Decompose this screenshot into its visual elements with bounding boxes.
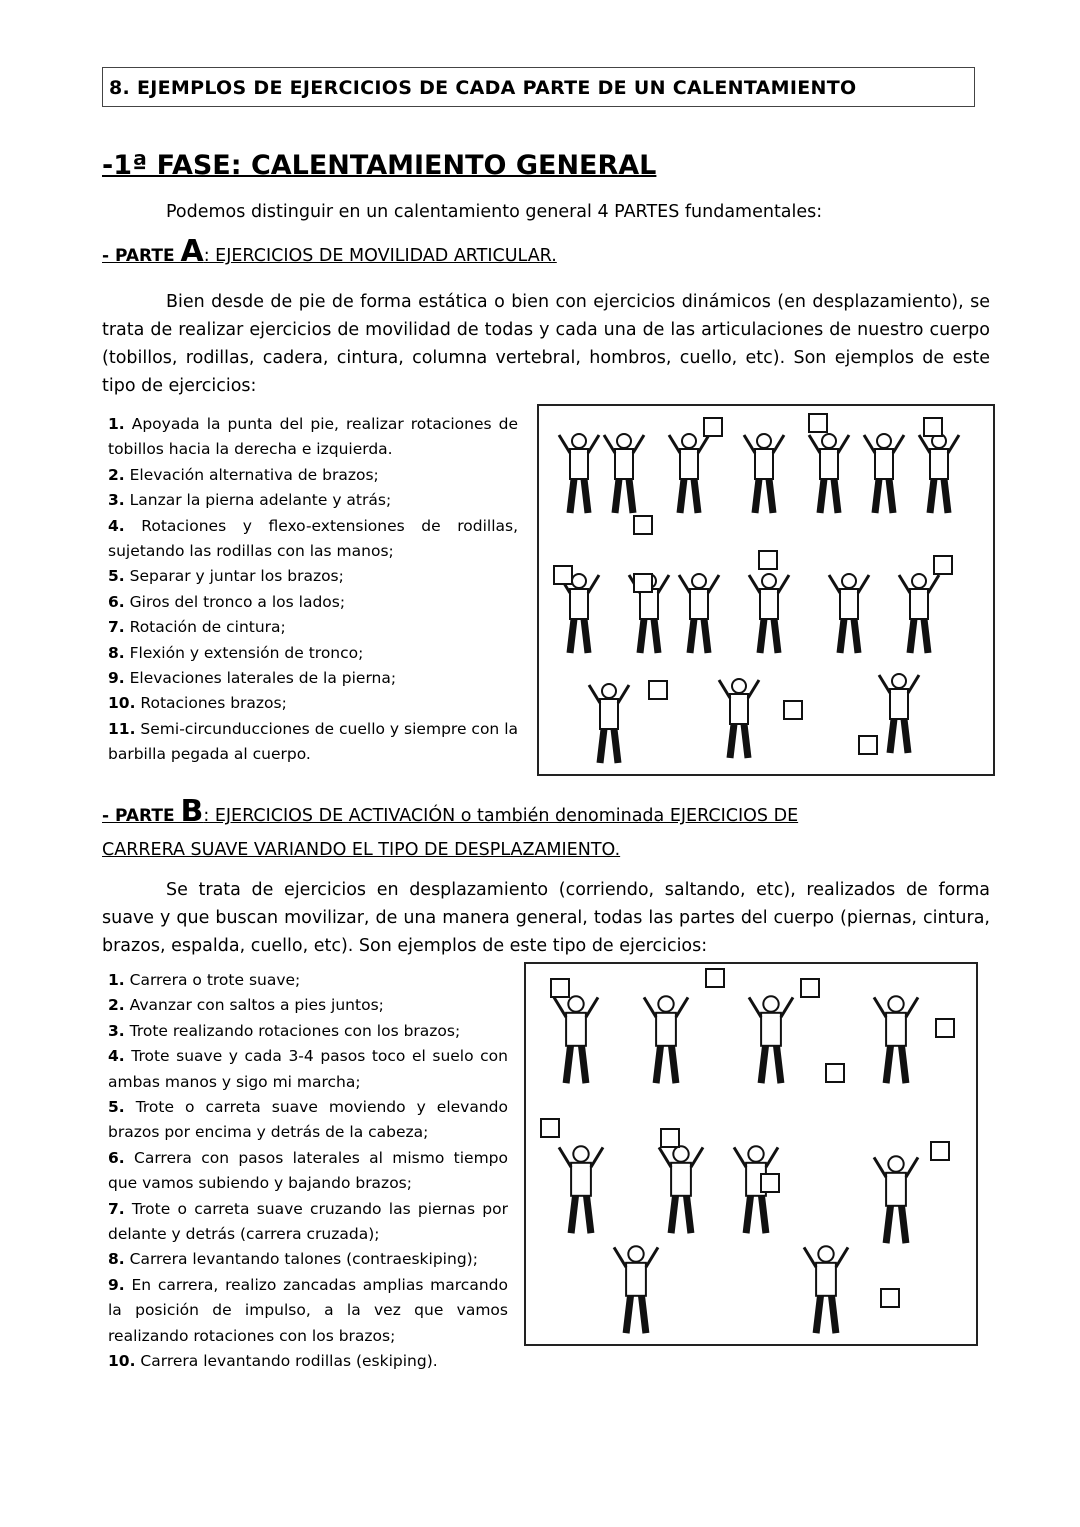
person-figure xyxy=(829,574,869,653)
exercise-item xyxy=(108,641,518,666)
parte-a-prefix: - PARTE xyxy=(102,246,181,266)
checkbox-square xyxy=(826,1064,844,1082)
item-text: Carrera levantando talones (contraeskiping); xyxy=(129,1250,478,1269)
item-number: 2. xyxy=(108,996,125,1015)
item-number: 1. xyxy=(108,415,125,433)
checkbox-square xyxy=(859,736,877,754)
checkbox-square xyxy=(801,979,819,997)
exercise-item xyxy=(108,968,508,993)
person-figure xyxy=(604,434,644,513)
item-text: Flexión y extensión de tronco; xyxy=(129,643,364,662)
parte-b-letter: B xyxy=(180,794,204,829)
person-figure xyxy=(559,434,599,513)
person-figure xyxy=(899,574,939,653)
item-number: 6. xyxy=(108,1148,125,1167)
item-text: Separar y juntar los brazos; xyxy=(129,567,344,586)
exercise-item xyxy=(108,564,518,589)
exercise-item xyxy=(108,1095,508,1146)
parte-b-title: : EJERCICIOS DE ACTIVACIÓN o también denominada EJERCICIOS DE xyxy=(203,806,799,826)
exercise-item xyxy=(108,1146,508,1197)
item-number: 10. xyxy=(108,694,136,713)
checkbox-square xyxy=(551,979,569,997)
checkbox-square xyxy=(759,551,777,569)
item-text: Giros del tronco a los lados; xyxy=(129,592,346,611)
checkbox-square xyxy=(649,681,667,699)
exercise-item xyxy=(108,717,518,768)
item-text: Carrera con pasos laterales al mismo tiempo que vamos subiendo y bajando brazos; xyxy=(108,1148,508,1193)
exercise-item xyxy=(108,1247,508,1272)
item-number: 4. xyxy=(108,1047,125,1066)
item-number: 8. xyxy=(108,643,125,662)
person-figure xyxy=(614,1246,658,1333)
exercise-item xyxy=(108,1044,508,1095)
parte-a-heading xyxy=(102,234,557,269)
checkbox-square xyxy=(809,414,827,432)
person-figure xyxy=(669,434,709,513)
item-text: Trote o carreta suave cruzando las piernas por delante y detrás (carrera cruzada); xyxy=(108,1199,508,1244)
person-figure xyxy=(749,574,789,653)
item-text: Avanzar con saltos a pies juntos; xyxy=(129,996,384,1015)
item-text: Trote suave y cada 3-4 pasos toco el suelo con ambas manos y sigo mi marcha; xyxy=(108,1047,508,1091)
item-number: 10. xyxy=(108,1352,136,1371)
exercise-item xyxy=(108,993,508,1018)
exercise-item xyxy=(108,514,518,565)
item-number: 3. xyxy=(108,491,125,510)
exercise-item xyxy=(108,1273,508,1349)
item-text: Rotaciones brazos; xyxy=(140,694,287,713)
checkbox-square xyxy=(706,969,724,987)
checkbox-square xyxy=(924,418,942,436)
parte-a-exercise-list xyxy=(108,412,518,768)
item-number: 4. xyxy=(108,516,125,535)
person-figure xyxy=(749,996,793,1083)
checkbox-square xyxy=(704,418,722,436)
checkbox-square xyxy=(784,701,802,719)
person-figure xyxy=(804,1246,848,1333)
person-figure xyxy=(874,1156,918,1243)
item-number: 11. xyxy=(108,719,136,738)
person-figure xyxy=(879,674,919,753)
item-number: 2. xyxy=(108,465,125,484)
person-figure xyxy=(719,679,759,758)
exercise-item xyxy=(108,615,518,640)
person-figure xyxy=(744,434,784,513)
item-number: 1. xyxy=(108,971,125,989)
exercise-item xyxy=(108,590,518,615)
parte-b-heading xyxy=(102,794,799,829)
checkbox-square xyxy=(634,516,652,534)
item-number: 7. xyxy=(108,1199,125,1218)
exercise-item xyxy=(108,1349,508,1374)
item-number: 6. xyxy=(108,592,125,611)
item-number: 7. xyxy=(108,618,125,637)
item-number: 5. xyxy=(108,567,125,586)
parte-a-paragraph: Bien desde de pie de forma estática o bien con ejercicios dinámicos (en desplazamiento), se trata de realizar ejercicios de movilidad de todas y cada una de las articulaciones de nuestro cuerpo (tobillos, rodillas, cadera, cintura, columna vertebral, hombros, cuello, etc). Son ejemplos de este tipo de ejercicios: xyxy=(102,292,990,396)
item-number: 9. xyxy=(108,669,125,688)
exercise-item xyxy=(108,488,518,513)
checkbox-square xyxy=(541,1119,559,1137)
person-figure xyxy=(659,1146,703,1233)
person-figure xyxy=(589,684,629,763)
parte-a-illustration xyxy=(537,404,995,776)
exercise-item xyxy=(108,691,518,716)
exercise-item xyxy=(108,463,518,488)
item-text: Trote realizando rotaciones con los brazos; xyxy=(129,1021,461,1040)
checkbox-square xyxy=(881,1289,899,1307)
item-text: Rotación de cintura; xyxy=(129,618,286,637)
item-number: 8. xyxy=(108,1250,125,1269)
running-figures-image xyxy=(526,964,976,1344)
checkbox-square xyxy=(661,1129,679,1147)
person-figure xyxy=(554,996,598,1083)
item-text: Elevación alternativa de brazos; xyxy=(129,465,379,484)
exercise-figures-image xyxy=(539,406,993,774)
checkbox-square xyxy=(554,566,572,584)
item-text: En carrera, realizo zancadas amplias marcando la posición de impulso, a la vez que vamos realizando rotaciones con los brazos; xyxy=(108,1275,508,1345)
item-text: Semi-circunducciones de cuello y siempre con la barbilla pegada al cuerpo. xyxy=(108,719,518,764)
item-text: Rotaciones y flexo-extensiones de rodillas, sujetando las rodillas con las manos; xyxy=(108,516,518,561)
intro-text: Podemos distinguir en un calentamiento general 4 PARTES fundamentales: xyxy=(166,202,823,222)
exercise-item xyxy=(108,666,518,691)
phase-title: -1ª FASE: CALENTAMIENTO GENERAL xyxy=(102,150,657,181)
section-header: 8. EJEMPLOS DE EJERCICIOS DE CADA PARTE DE UN CALENTAMIENTO xyxy=(102,67,975,107)
parte-b-exercise-list xyxy=(108,968,508,1375)
item-text: Carrera o trote suave; xyxy=(129,971,301,989)
person-figure xyxy=(809,434,849,513)
parte-b-heading-line2: CARRERA SUAVE VARIANDO EL TIPO DE DESPLAZAMIENTO. xyxy=(102,840,621,860)
person-figure xyxy=(864,434,904,513)
item-text: Trote o carreta suave moviendo y elevando brazos por encima y detrás de la cabeza; xyxy=(108,1098,508,1142)
item-text: Lanzar la pierna adelante y atrás; xyxy=(129,491,392,510)
item-number: 3. xyxy=(108,1021,125,1040)
exercise-item xyxy=(108,1197,508,1248)
person-figure xyxy=(644,996,688,1083)
item-number: 5. xyxy=(108,1098,125,1117)
checkbox-square xyxy=(931,1142,949,1160)
person-figure xyxy=(559,1146,603,1233)
person-figure xyxy=(679,574,719,653)
checkbox-square xyxy=(936,1019,954,1037)
parte-b-paragraph: Se trata de ejercicios en desplazamiento (corriendo, saltando, etc), realizados de forma suave y que buscan movilizar, de una manera general, todas las partes del cuerpo (piernas, cintura, brazos, espalda, cuello, etc). Son ejemplos de este tipo de ejercicios: xyxy=(102,880,990,956)
parte-a-title: : EJERCICIOS DE MOVILIDAD ARTICULAR. xyxy=(203,246,557,266)
checkbox-square xyxy=(634,574,652,592)
parte-a-letter: A xyxy=(180,234,204,269)
checkbox-square xyxy=(761,1174,779,1192)
parte-b-prefix: - PARTE xyxy=(102,806,181,826)
person-figure xyxy=(874,996,918,1083)
parte-b-illustration xyxy=(524,962,978,1346)
item-text: Carrera levantando rodillas (eskiping). xyxy=(140,1352,438,1371)
exercise-item xyxy=(108,1019,508,1044)
exercise-item xyxy=(108,412,518,463)
item-text: Elevaciones laterales de la pierna; xyxy=(129,669,397,688)
person-figure xyxy=(559,574,599,653)
item-text: Apoyada la punta del pie, realizar rotaciones de tobillos hacia la derecha e izquierda. xyxy=(108,415,518,459)
person-figure xyxy=(919,434,959,513)
item-number: 9. xyxy=(108,1275,125,1294)
checkbox-square xyxy=(934,556,952,574)
